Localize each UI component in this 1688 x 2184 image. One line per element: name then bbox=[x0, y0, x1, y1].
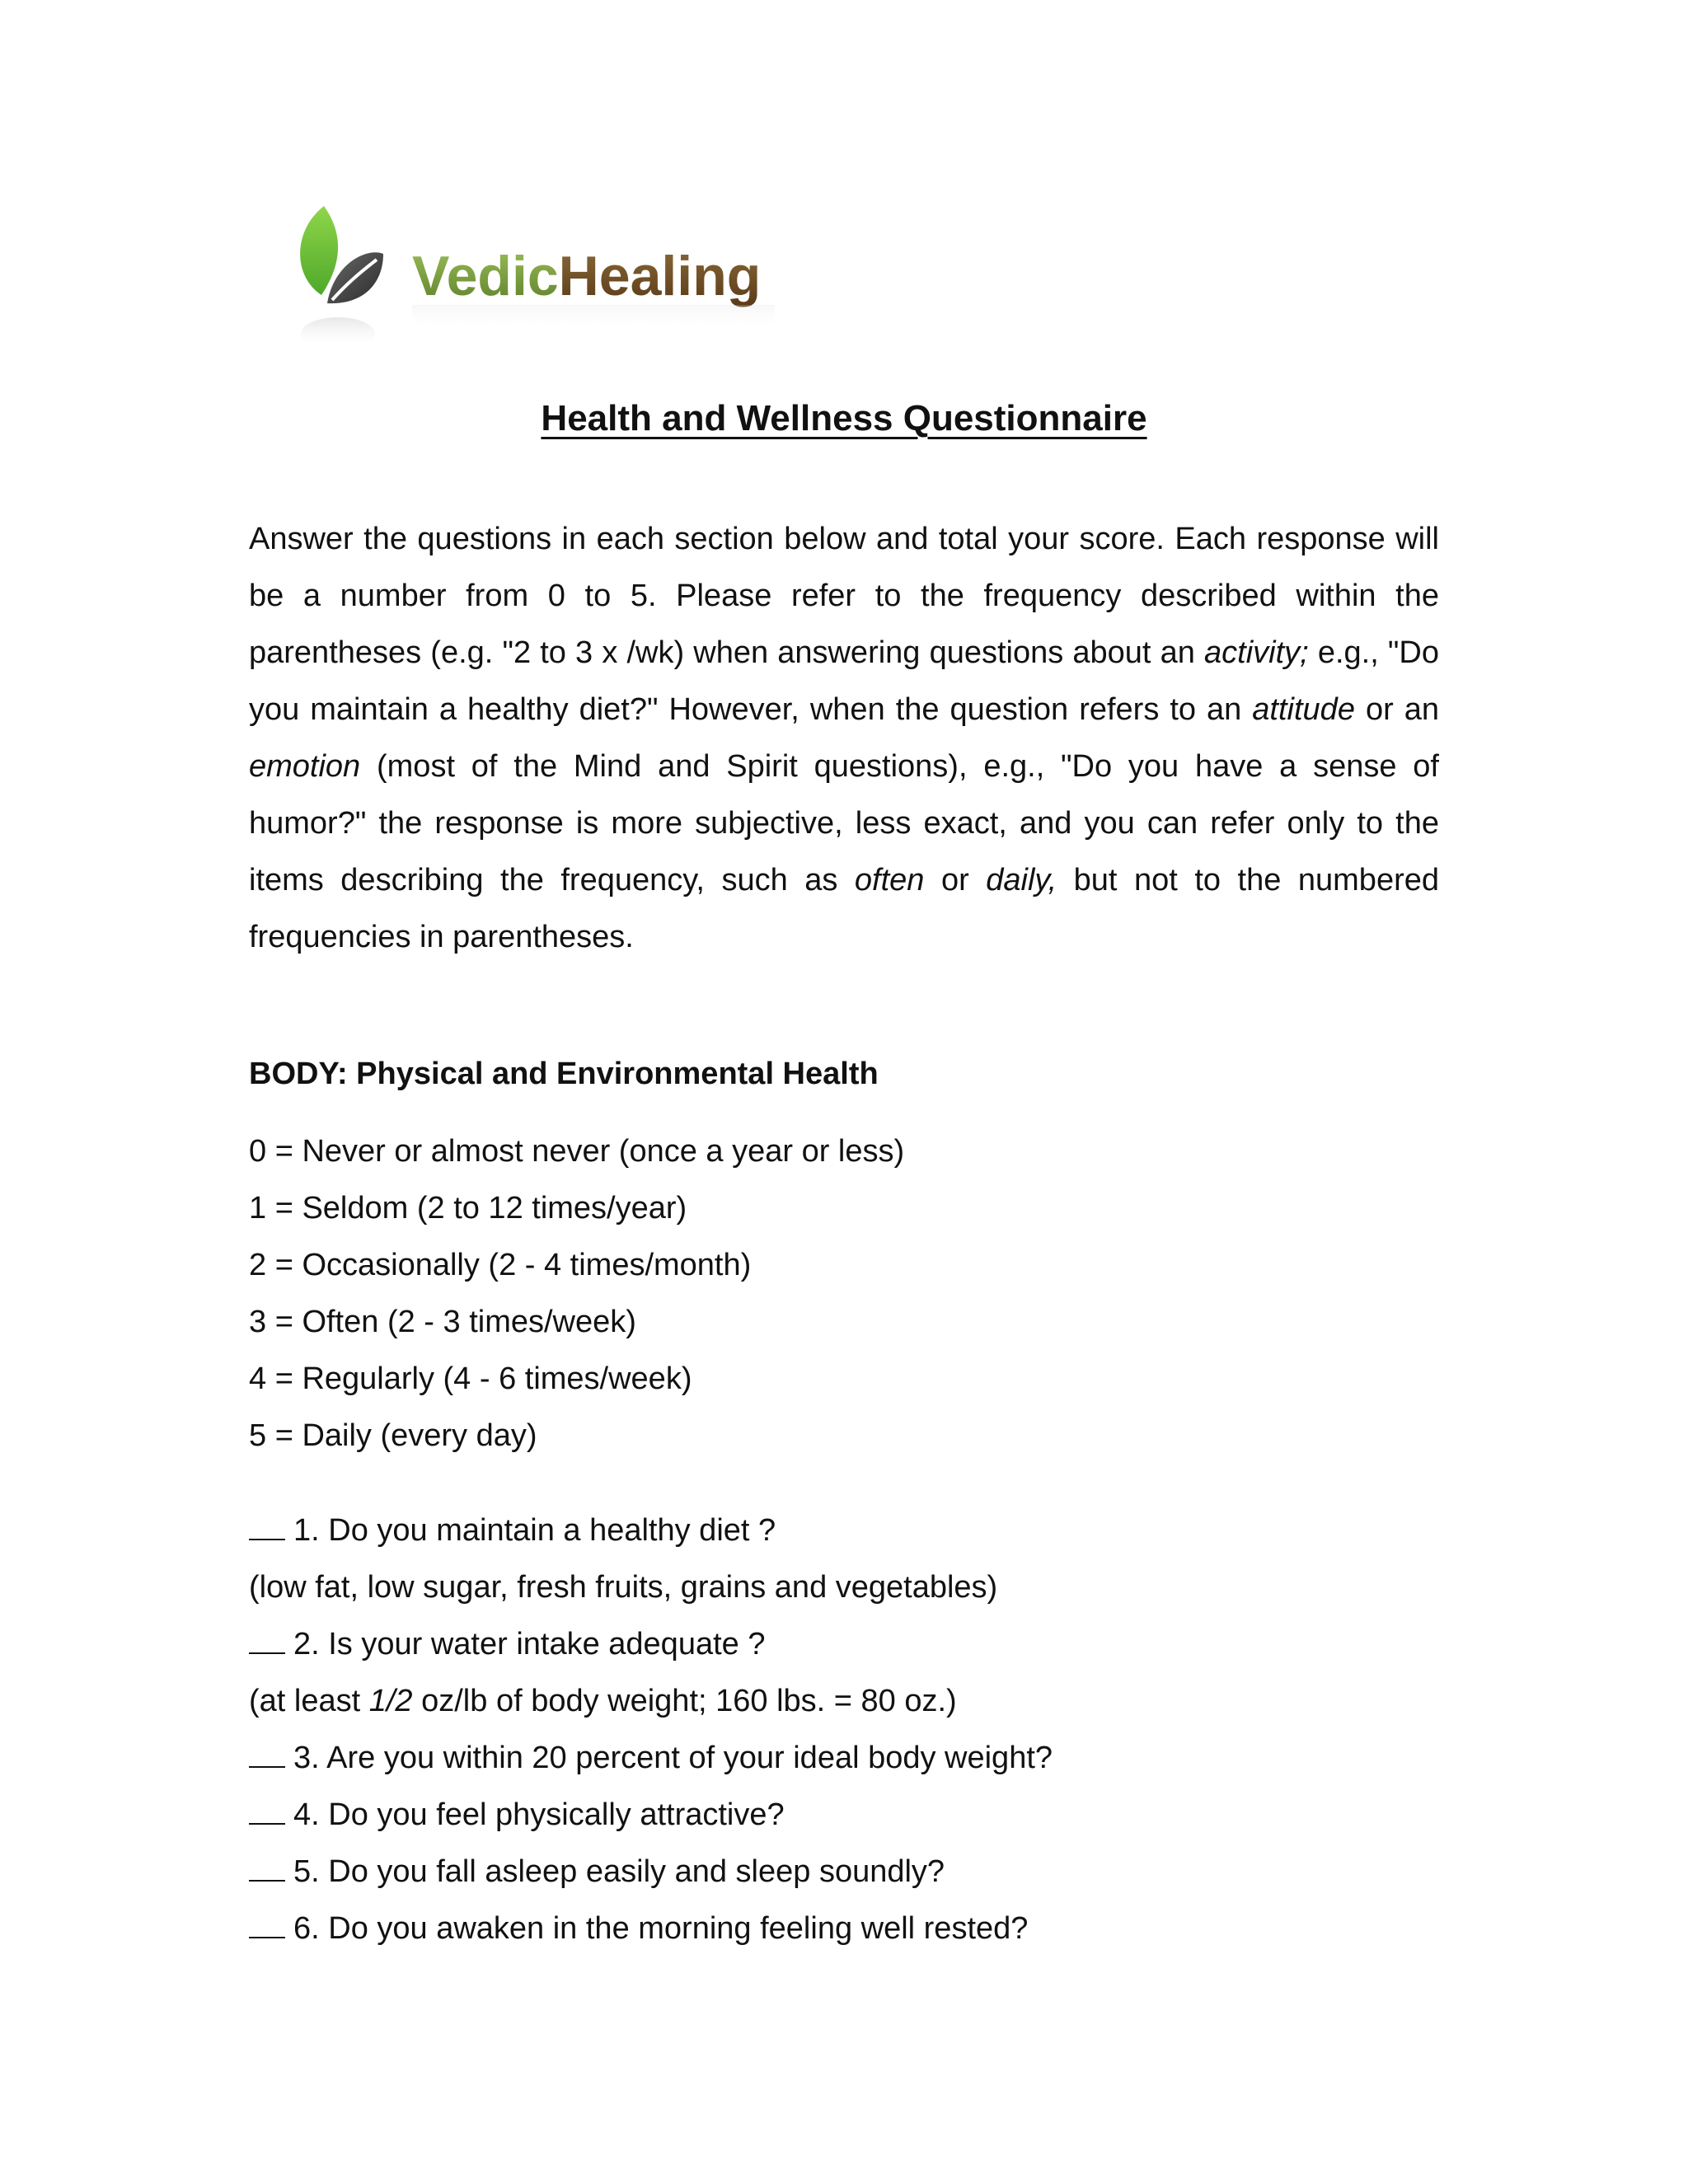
scale-item: 0 = Never or almost never (once a year or less) bbox=[249, 1134, 905, 1169]
question-item bbox=[249, 1730, 1053, 1787]
answer-blank[interactable] bbox=[249, 1855, 285, 1882]
question-text: 2. Is your water intake adequate ? bbox=[293, 1627, 766, 1661]
intro-paragraph bbox=[249, 511, 1439, 966]
svg-text:VedicHealing bbox=[412, 245, 761, 307]
vedic-healing-logo bbox=[276, 198, 804, 363]
intro-text: (most of the Mind and Spirit questions), e.g., "Do you have a sense of humor?" the response is more subjective, less exact, and you can refer only to the items describing the frequency, such as bbox=[249, 749, 1439, 898]
intro-emphasis-emotion: emotion bbox=[249, 749, 361, 784]
note-text: (at least bbox=[249, 1684, 369, 1718]
intro-text: or an bbox=[1354, 692, 1440, 727]
frequency-scale bbox=[249, 1123, 904, 1465]
leaf-icon bbox=[276, 198, 804, 363]
answer-blank[interactable] bbox=[249, 1628, 285, 1654]
logo-text-healing: Healing bbox=[558, 245, 762, 307]
scale-item: 2 = Occasionally (2 - 4 times/month) bbox=[249, 1248, 752, 1282]
question-item bbox=[249, 1787, 1053, 1844]
answer-blank[interactable] bbox=[249, 1798, 285, 1825]
scale-item: 5 = Daily (every day) bbox=[249, 1418, 537, 1453]
intro-emphasis-often: often bbox=[854, 863, 925, 898]
intro-emphasis-attitude: attitude bbox=[1252, 692, 1355, 727]
intro-text: e.g., "Do you maintain a healthy diet?" However, when the question refers to an bbox=[249, 635, 1439, 727]
scale-item: 4 = Regularly (4 - 6 times/week) bbox=[249, 1361, 692, 1396]
note-emphasis: 1/2 bbox=[368, 1684, 413, 1718]
page-title: Health and Wellness Questionnaire bbox=[541, 398, 1147, 438]
question-text: 1. Do you maintain a healthy diet ? bbox=[293, 1513, 776, 1548]
answer-blank[interactable] bbox=[249, 1912, 285, 1938]
intro-text: but not to the numbered frequencies in parentheses. bbox=[249, 863, 1439, 954]
note-text: oz/lb of body weight; 160 lbs. = 80 oz.) bbox=[412, 1684, 957, 1718]
question-text: 4. Do you feel physically attractive? bbox=[293, 1797, 785, 1832]
question-list bbox=[249, 1502, 1053, 1957]
question-item bbox=[249, 1844, 1053, 1900]
intro-text: Answer the questions in each section below and total your score. Each response will be a number from 0 to 5. Please refer to the frequency described within the parentheses (e.g. "2 to 3 x /wk) when answering questions about an bbox=[249, 522, 1439, 670]
question-item bbox=[249, 1616, 1053, 1673]
intro-emphasis-daily: daily, bbox=[986, 863, 1057, 898]
section-heading: BODY: Physical and Environmental Health bbox=[249, 1057, 879, 1091]
scale-item: 1 = Seldom (2 to 12 times/year) bbox=[249, 1191, 687, 1226]
scale-item: 3 = Often (2 - 3 times/week) bbox=[249, 1305, 636, 1339]
question-note: (low fat, low sugar, fresh fruits, grains and vegetables) bbox=[249, 1570, 998, 1605]
question-text: 3. Are you within 20 percent of your ideal body weight? bbox=[293, 1741, 1053, 1775]
logo-text-vedic: Vedic bbox=[412, 245, 559, 307]
question-note bbox=[249, 1673, 1053, 1730]
question-text: 5. Do you fall asleep easily and sleep soundly? bbox=[293, 1854, 945, 1889]
question-text: 6. Do you awaken in the morning feeling well rested? bbox=[293, 1911, 1029, 1946]
answer-blank[interactable] bbox=[249, 1514, 285, 1540]
question-item bbox=[249, 1900, 1053, 1957]
intro-text: or bbox=[924, 863, 987, 898]
answer-blank[interactable] bbox=[249, 1741, 285, 1768]
intro-emphasis-activity: activity; bbox=[1204, 635, 1309, 670]
question-item bbox=[249, 1502, 1053, 1559]
